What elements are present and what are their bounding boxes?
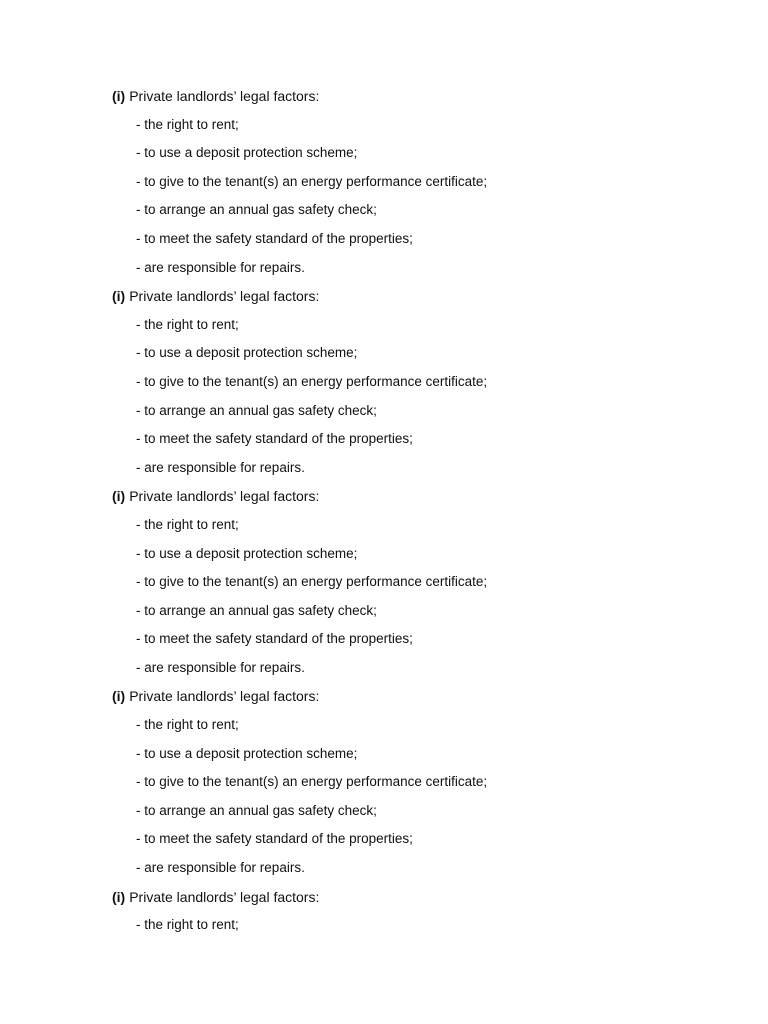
section xyxy=(112,686,728,886)
section xyxy=(112,286,728,486)
section-heading xyxy=(112,286,728,315)
list-item: - to meet the safety standard of the properties; xyxy=(136,431,413,447)
list-item: - to arrange an annual gas safety check; xyxy=(136,402,377,418)
list-item: - to give to the tenant(s) an energy performance certificate; xyxy=(136,574,488,590)
list-item: - the right to rent; xyxy=(136,917,239,933)
section-title: Private landlords’ legal factors: xyxy=(129,88,320,104)
list-item: - to meet the safety standard of the properties; xyxy=(136,230,413,246)
list-item: - to give to the tenant(s) an energy performance certificate; xyxy=(136,774,488,790)
document-body xyxy=(112,86,728,944)
list-item: - to use a deposit protection scheme; xyxy=(136,145,358,161)
list-item: - are responsible for repairs. xyxy=(136,860,305,876)
list-item: - to arrange an annual gas safety check; xyxy=(136,802,377,818)
section-number: (i) xyxy=(112,488,126,505)
section-number: (i) xyxy=(112,88,126,104)
list-item: - to meet the safety standard of the properties; xyxy=(136,831,413,847)
section-heading xyxy=(112,686,728,715)
section-number: (i) xyxy=(112,288,126,305)
section xyxy=(112,887,728,944)
list-item: - to use a deposit protection scheme; xyxy=(136,345,358,361)
section-heading xyxy=(112,887,728,916)
list-item: - are responsible for repairs. xyxy=(136,459,305,475)
section xyxy=(112,86,728,286)
list-item: - to use a deposit protection scheme; xyxy=(136,545,358,561)
section-heading xyxy=(112,486,728,515)
section-title: Private landlords’ legal factors: xyxy=(129,888,320,905)
section-title: Private landlords’ legal factors: xyxy=(129,488,320,505)
list-item: - to arrange an annual gas safety check; xyxy=(136,602,377,618)
list-item: - the right to rent; xyxy=(136,717,239,733)
section-title: Private landlords’ legal factors: xyxy=(129,288,320,305)
list-item: - the right to rent; xyxy=(136,116,239,132)
section xyxy=(112,486,728,686)
list-item: - to arrange an annual gas safety check; xyxy=(136,202,377,218)
list-item: - are responsible for repairs. xyxy=(136,259,305,275)
list-item: - to give to the tenant(s) an energy performance certificate; xyxy=(136,173,488,189)
list-item: - to meet the safety standard of the properties; xyxy=(136,631,413,647)
list-item: - to use a deposit protection scheme; xyxy=(136,745,358,761)
section-title: Private landlords’ legal factors: xyxy=(129,688,320,705)
list-item: - to give to the tenant(s) an energy performance certificate; xyxy=(136,373,488,389)
list-item: - are responsible for repairs. xyxy=(136,659,305,675)
section-number: (i) xyxy=(112,688,126,705)
section-heading xyxy=(112,86,728,115)
list-item: - the right to rent; xyxy=(136,316,239,332)
section-number: (i) xyxy=(112,888,126,905)
list-item: - the right to rent; xyxy=(136,516,239,532)
